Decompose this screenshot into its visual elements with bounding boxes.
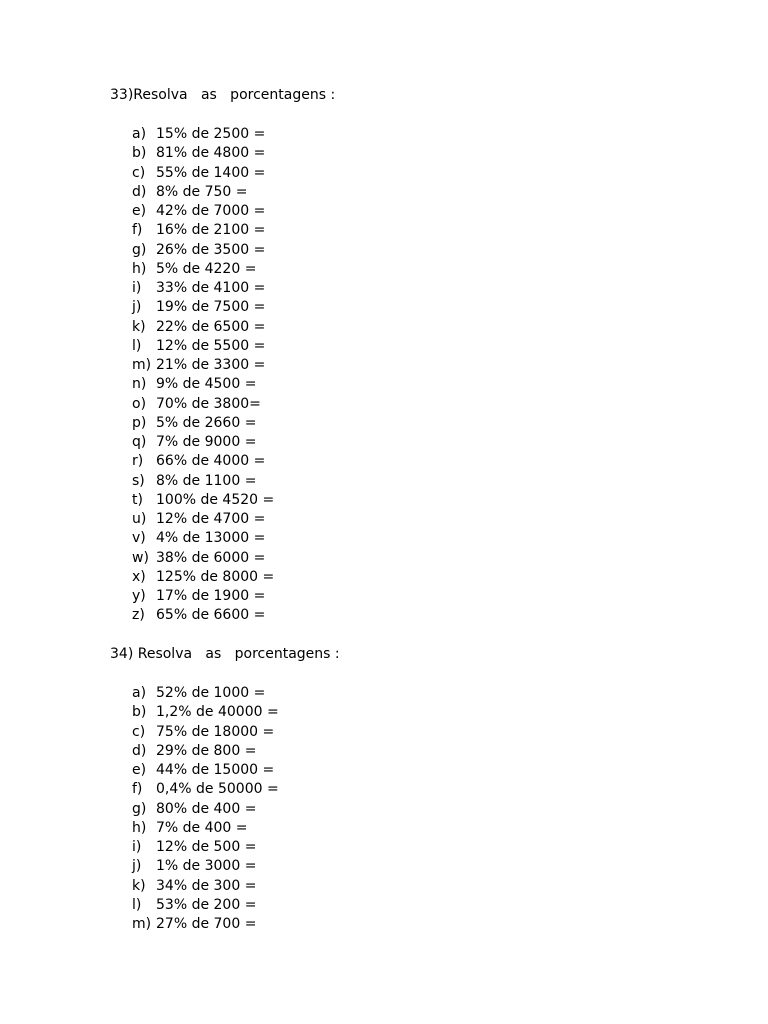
item-letter: b) bbox=[132, 704, 147, 721]
item-expression: 8% de 750 = bbox=[156, 183, 248, 200]
item-expression: 125% de 8000 = bbox=[156, 568, 275, 585]
item-expression: 22% de 6500 = bbox=[156, 318, 266, 335]
list-item bbox=[110, 703, 670, 722]
list-item bbox=[110, 915, 670, 934]
exercise-33-list bbox=[110, 125, 670, 626]
item-expression: 19% de 7500 = bbox=[156, 299, 266, 316]
item-letter: u) bbox=[132, 511, 147, 527]
item-letter: a) bbox=[132, 126, 147, 142]
item-expression: 44% de 15000 = bbox=[156, 762, 275, 778]
item-letter: h) bbox=[132, 819, 147, 836]
item-expression: 66% de 4000 = bbox=[156, 453, 266, 470]
list-item bbox=[110, 780, 670, 799]
item-letter: s) bbox=[132, 472, 145, 489]
item-expression: 8% de 1100 = bbox=[156, 472, 257, 489]
list-item bbox=[110, 568, 670, 587]
item-expression: 12% de 500 = bbox=[156, 839, 257, 855]
item-expression: 5% de 4220 = bbox=[156, 260, 257, 277]
list-item bbox=[110, 549, 670, 568]
item-letter: a) bbox=[132, 685, 147, 701]
item-expression: 34% de 300 = bbox=[156, 877, 257, 894]
item-letter: q) bbox=[132, 434, 147, 450]
list-item bbox=[110, 144, 670, 163]
item-letter: l) bbox=[132, 896, 142, 913]
item-expression: 81% de 4800 = bbox=[156, 145, 266, 162]
item-letter: v) bbox=[132, 530, 146, 547]
list-item bbox=[110, 838, 670, 857]
item-expression: 12% de 4700 = bbox=[156, 511, 266, 527]
list-item bbox=[110, 510, 670, 529]
item-expression: 53% de 200 = bbox=[156, 896, 257, 913]
item-letter: g) bbox=[132, 800, 147, 817]
item-letter: g) bbox=[132, 241, 147, 258]
item-letter: f) bbox=[132, 222, 143, 239]
list-item bbox=[110, 164, 670, 183]
item-expression: 75% de 18000 = bbox=[156, 723, 275, 740]
item-expression: 17% de 1900 = bbox=[156, 588, 266, 604]
item-letter: d) bbox=[132, 742, 147, 759]
list-item bbox=[110, 606, 670, 625]
item-letter: k) bbox=[132, 877, 146, 894]
item-expression: 38% de 6000 = bbox=[156, 549, 266, 566]
item-expression: 1% de 3000 = bbox=[156, 858, 257, 875]
item-expression: 9% de 4500 = bbox=[156, 376, 257, 393]
list-item bbox=[110, 742, 670, 761]
exercise-33 bbox=[110, 86, 670, 626]
list-item bbox=[110, 877, 670, 896]
item-letter: h) bbox=[132, 260, 147, 277]
item-letter: i) bbox=[132, 280, 142, 296]
exercise-34 bbox=[110, 645, 670, 934]
item-expression: 16% de 2100 = bbox=[156, 222, 266, 239]
list-item bbox=[110, 318, 670, 337]
item-letter: p) bbox=[132, 414, 147, 431]
item-letter: e) bbox=[132, 762, 147, 778]
item-expression: 65% de 6600 = bbox=[156, 607, 266, 624]
item-letter: l) bbox=[132, 337, 142, 354]
list-item bbox=[110, 337, 670, 356]
list-item bbox=[110, 414, 670, 433]
list-item bbox=[110, 452, 670, 471]
item-letter: y) bbox=[132, 588, 146, 604]
list-item bbox=[110, 491, 670, 510]
exercise-34-title: 34) Resolva as porcentagens : bbox=[110, 646, 340, 662]
item-letter: t) bbox=[132, 491, 143, 508]
list-item bbox=[110, 395, 670, 414]
list-item bbox=[110, 183, 670, 202]
list-item bbox=[110, 279, 670, 298]
item-letter: w) bbox=[132, 549, 149, 566]
list-item bbox=[110, 819, 670, 838]
item-letter: c) bbox=[132, 164, 146, 181]
item-expression: 29% de 800 = bbox=[156, 742, 257, 759]
list-item bbox=[110, 260, 670, 279]
item-letter: c) bbox=[132, 723, 146, 740]
list-item bbox=[110, 202, 670, 221]
item-expression: 80% de 400 = bbox=[156, 800, 257, 817]
list-item bbox=[110, 800, 670, 819]
list-item bbox=[110, 684, 670, 703]
list-item bbox=[110, 356, 670, 375]
item-expression: 26% de 3500 = bbox=[156, 241, 266, 258]
list-item bbox=[110, 857, 670, 876]
item-expression: 7% de 400 = bbox=[156, 819, 248, 836]
item-expression: 5% de 2660 = bbox=[156, 414, 257, 431]
list-item bbox=[110, 241, 670, 260]
item-expression: 0,4% de 50000 = bbox=[156, 781, 279, 798]
item-letter: m) bbox=[132, 916, 152, 932]
list-item bbox=[110, 433, 670, 452]
item-letter: e) bbox=[132, 203, 147, 219]
list-item bbox=[110, 761, 670, 780]
list-item bbox=[110, 529, 670, 548]
item-expression: 12% de 5500 = bbox=[156, 337, 266, 354]
item-letter: b) bbox=[132, 145, 147, 162]
exercise-34-list bbox=[110, 684, 670, 934]
item-letter: i) bbox=[132, 839, 142, 855]
item-expression: 70% de 3800= bbox=[156, 395, 261, 412]
list-item bbox=[110, 221, 670, 240]
item-expression: 42% de 7000 = bbox=[156, 203, 266, 219]
item-letter: z) bbox=[132, 607, 145, 624]
item-expression: 7% de 9000 = bbox=[156, 434, 257, 450]
item-expression: 27% de 700 = bbox=[156, 916, 257, 932]
item-expression: 55% de 1400 = bbox=[156, 164, 266, 181]
item-letter: j) bbox=[132, 858, 142, 875]
item-letter: o) bbox=[132, 395, 147, 412]
list-item bbox=[110, 723, 670, 742]
item-expression: 21% de 3300 = bbox=[156, 357, 266, 373]
list-item bbox=[110, 472, 670, 491]
item-letter: f) bbox=[132, 781, 143, 798]
item-letter: d) bbox=[132, 183, 147, 200]
item-letter: x) bbox=[132, 568, 146, 585]
item-letter: k) bbox=[132, 318, 146, 335]
item-expression: 1,2% de 40000 = bbox=[156, 704, 279, 721]
item-letter: m) bbox=[132, 357, 152, 373]
item-letter: j) bbox=[132, 299, 142, 316]
list-item bbox=[110, 896, 670, 915]
list-item bbox=[110, 298, 670, 317]
item-expression: 15% de 2500 = bbox=[156, 126, 266, 142]
item-expression: 33% de 4100 = bbox=[156, 280, 266, 296]
list-item bbox=[110, 125, 670, 144]
exercise-33-title: 33)Resolva as porcentagens : bbox=[110, 87, 336, 103]
item-letter: n) bbox=[132, 376, 147, 393]
item-letter: r) bbox=[132, 453, 144, 470]
item-expression: 100% de 4520 = bbox=[156, 491, 275, 508]
item-expression: 52% de 1000 = bbox=[156, 685, 266, 701]
list-item bbox=[110, 375, 670, 394]
list-item bbox=[110, 587, 670, 606]
item-expression: 4% de 13000 = bbox=[156, 530, 266, 547]
